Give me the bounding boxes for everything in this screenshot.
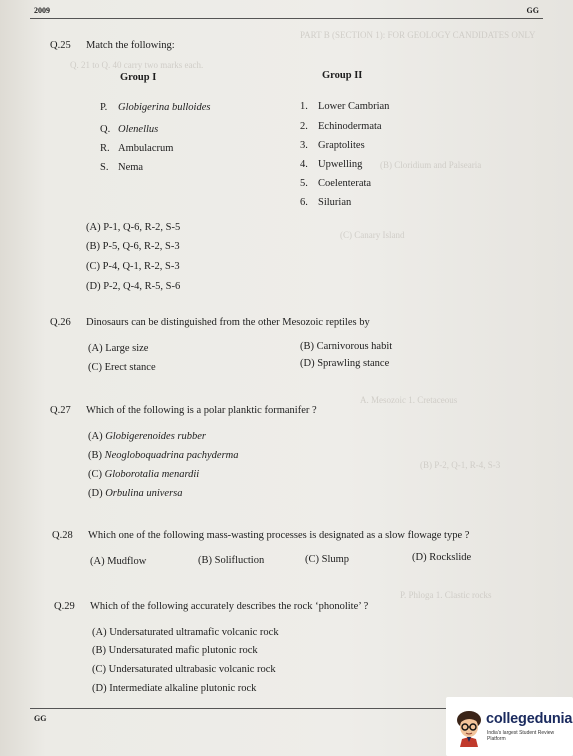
group1-heading: Group I xyxy=(120,72,157,83)
group1-item: Globigerina bulloides xyxy=(118,102,211,113)
answer-option[interactable]: (A) Mudflow xyxy=(90,556,147,567)
question-text: Which of the following accurately describes the rock ‘phonolite’ ? xyxy=(90,601,369,612)
group1-item: Nema xyxy=(118,162,144,173)
group1-key: R. xyxy=(100,143,110,154)
group1-key: P. xyxy=(100,102,108,113)
group2-item: Echinodermata xyxy=(318,121,382,132)
group2-key: 6. xyxy=(300,197,308,208)
answer-option[interactable] xyxy=(88,488,183,500)
option-label: Neogloboquadrina pachyderma xyxy=(104,450,239,461)
group2-key: 3. xyxy=(300,140,308,151)
group2-item: Lower Cambrian xyxy=(318,101,390,112)
option-label: Orbulina universa xyxy=(105,488,183,499)
group2-key: 1. xyxy=(300,101,308,112)
bleed-through: A. Mesozoic 1. Cretaceous xyxy=(360,395,458,405)
answer-option[interactable]: (C) Slump xyxy=(305,554,350,565)
answer-option[interactable]: (C) P-4, Q-1, R-2, S-3 xyxy=(86,261,180,272)
question-text: Match the following: xyxy=(86,40,175,51)
answer-option[interactable]: (A) P-1, Q-6, R-2, S-5 xyxy=(86,222,181,233)
group1-key: S. xyxy=(100,162,109,173)
option-prefix: (A) xyxy=(88,431,106,442)
group2-item: Silurian xyxy=(318,197,352,208)
group1-item: Ambulacrum xyxy=(118,143,174,154)
answer-option[interactable]: (D) P-2, Q-4, R-5, S-6 xyxy=(86,281,181,292)
question-number: Q.29 xyxy=(54,601,75,612)
header-year: 2009 xyxy=(34,6,50,15)
footer-paper-code: GG xyxy=(34,714,47,723)
group1-key: Q. xyxy=(100,124,111,135)
collegedunia-watermark xyxy=(446,697,573,756)
header-paper-code: GG xyxy=(526,6,539,15)
group2-item: Coelenterata xyxy=(318,178,372,189)
answer-option[interactable] xyxy=(88,431,206,443)
mascot-face-icon xyxy=(454,707,484,747)
answer-option[interactable] xyxy=(88,469,199,481)
answer-option[interactable]: (A) Large size xyxy=(88,343,149,354)
answer-option[interactable]: (C) Erect stance xyxy=(88,362,156,373)
bleed-through: PART B (SECTION 1): FOR GEOLOGY CANDIDATES ONLY xyxy=(300,30,536,40)
question-text: Dinosaurs can be distinguished from the other Mesozoic reptiles by xyxy=(86,317,370,328)
bleed-through: (B) P-2, Q-1, R-4, S-3 xyxy=(420,460,501,470)
group2-key: 4. xyxy=(300,159,308,170)
group1-item: Olenellus xyxy=(118,124,159,135)
answer-option[interactable]: (B) Solifluction xyxy=(198,555,265,566)
answer-option[interactable]: (A) Undersaturated ultramafic volcanic rock xyxy=(92,627,279,638)
option-prefix: (D) xyxy=(88,488,106,499)
answer-option[interactable]: (B) Carnivorous habit xyxy=(300,341,393,352)
bleed-through: (B) Cloridium and Palsearia xyxy=(380,160,482,170)
question-number: Q.27 xyxy=(50,405,71,416)
option-prefix: (C) xyxy=(88,469,105,480)
answer-option[interactable]: (B) P-5, Q-6, R-2, S-3 xyxy=(86,241,180,252)
answer-option[interactable] xyxy=(88,450,239,462)
option-label: Globorotalia menardii xyxy=(104,469,200,480)
option-label: Globigerenoides rubber xyxy=(105,431,207,442)
group2-key: 5. xyxy=(300,178,308,189)
group2-heading: Group II xyxy=(322,70,363,81)
question-text: Which one of the following mass-wasting processes is designated as a slow flowage type ? xyxy=(88,530,470,541)
bleed-through: P. Phloga 1. Clastic rocks xyxy=(400,590,492,600)
bleed-through: Q. 21 to Q. 40 carry two marks each. xyxy=(70,60,204,70)
answer-option[interactable]: (C) Undersaturated ultrabasic volcanic rock xyxy=(92,664,276,675)
watermark-brand-name: collegedunia xyxy=(486,711,573,727)
answer-option[interactable]: (B) Undersaturated mafic plutonic rock xyxy=(92,645,258,656)
question-text: Which of the following is a polar planktic formanifer ? xyxy=(86,405,317,416)
watermark-tagline: India's largest Student Review Platform xyxy=(487,730,555,742)
group2-key: 2. xyxy=(300,121,308,132)
answer-option[interactable]: (D) Rockslide xyxy=(412,552,472,563)
answer-option[interactable]: (D) Sprawling stance xyxy=(300,358,390,369)
group2-item: Upwelling xyxy=(318,159,363,170)
question-number: Q.26 xyxy=(50,317,71,328)
answer-option[interactable]: (D) Intermediate alkaline plutonic rock xyxy=(92,683,257,694)
option-prefix: (B) xyxy=(88,450,105,461)
question-number: Q.25 xyxy=(50,40,71,51)
question-number: Q.28 xyxy=(52,530,73,541)
bleed-through: (C) Canary Island xyxy=(340,230,405,240)
group2-item: Graptolites xyxy=(318,140,365,151)
header-rule xyxy=(30,18,543,19)
